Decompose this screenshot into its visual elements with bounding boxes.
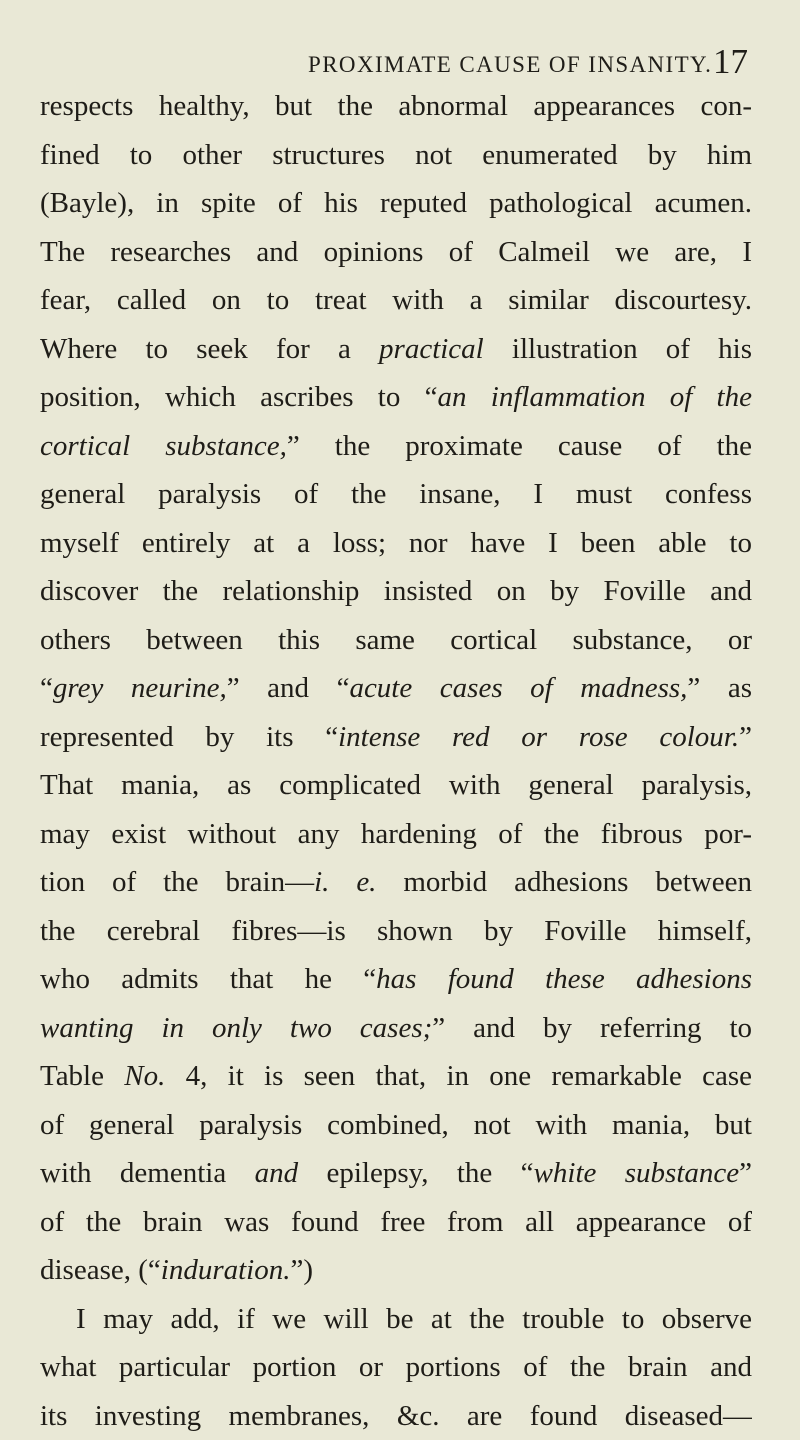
text-line: of the brain was found free from all appearance of — [40, 1198, 752, 1247]
text-line: respects healthy, but the abnormal appearances con- — [40, 82, 752, 131]
text-line: with dementia and epilepsy, the “white substance” — [40, 1149, 752, 1198]
page-header — [308, 44, 748, 84]
text-line: cortical substance,” the proximate cause of the — [40, 422, 752, 471]
text-line: position, which ascribes to “an inflammation of the — [40, 373, 752, 422]
text-line: disease, (“induration.”) — [40, 1246, 752, 1295]
page-number: 17 — [713, 44, 748, 79]
text-line: “grey neurine,” and “acute cases of madness,” as — [40, 664, 752, 713]
text-line: Table No. 4, it is seen that, in one remarkable case — [40, 1052, 752, 1101]
running-title: PROXIMATE CAUSE OF INSANITY. — [308, 52, 712, 78]
text-line: discover the relationship insisted on by Foville and — [40, 567, 752, 616]
text-line: what particular portion or portions of the brain and — [40, 1343, 752, 1392]
text-line: fear, called on to treat with a similar discourtesy. — [40, 276, 752, 325]
text-line: others between this same cortical substance, or — [40, 616, 752, 665]
text-line: (Bayle), in spite of his reputed pathological acumen. — [40, 179, 752, 228]
text-line: Where to seek for a practical illustration of his — [40, 325, 752, 374]
text-line: tion of the brain—i. e. morbid adhesions between — [40, 858, 752, 907]
text-line: its investing membranes, &c. are found diseased— — [40, 1392, 752, 1440]
text-line: myself entirely at a loss; nor have I been able to — [40, 519, 752, 568]
text-line: That mania, as complicated with general paralysis, — [40, 761, 752, 810]
body-text — [40, 82, 752, 1440]
text-line: fined to other structures not enumerated by him — [40, 131, 752, 180]
text-line: of general paralysis combined, not with mania, but — [40, 1101, 752, 1150]
text-line: wanting in only two cases;” and by referring to — [40, 1004, 752, 1053]
text-line: I may add, if we will be at the trouble to observe — [40, 1295, 752, 1344]
text-line: represented by its “intense red or rose colour.” — [40, 713, 752, 762]
text-line: who admits that he “has found these adhesions — [40, 955, 752, 1004]
text-line: may exist without any hardening of the fibrous por- — [40, 810, 752, 859]
text-line: the cerebral fibres—is shown by Foville himself, — [40, 907, 752, 956]
text-line: The researches and opinions of Calmeil we are, I — [40, 228, 752, 277]
text-line: general paralysis of the insane, I must confess — [40, 470, 752, 519]
